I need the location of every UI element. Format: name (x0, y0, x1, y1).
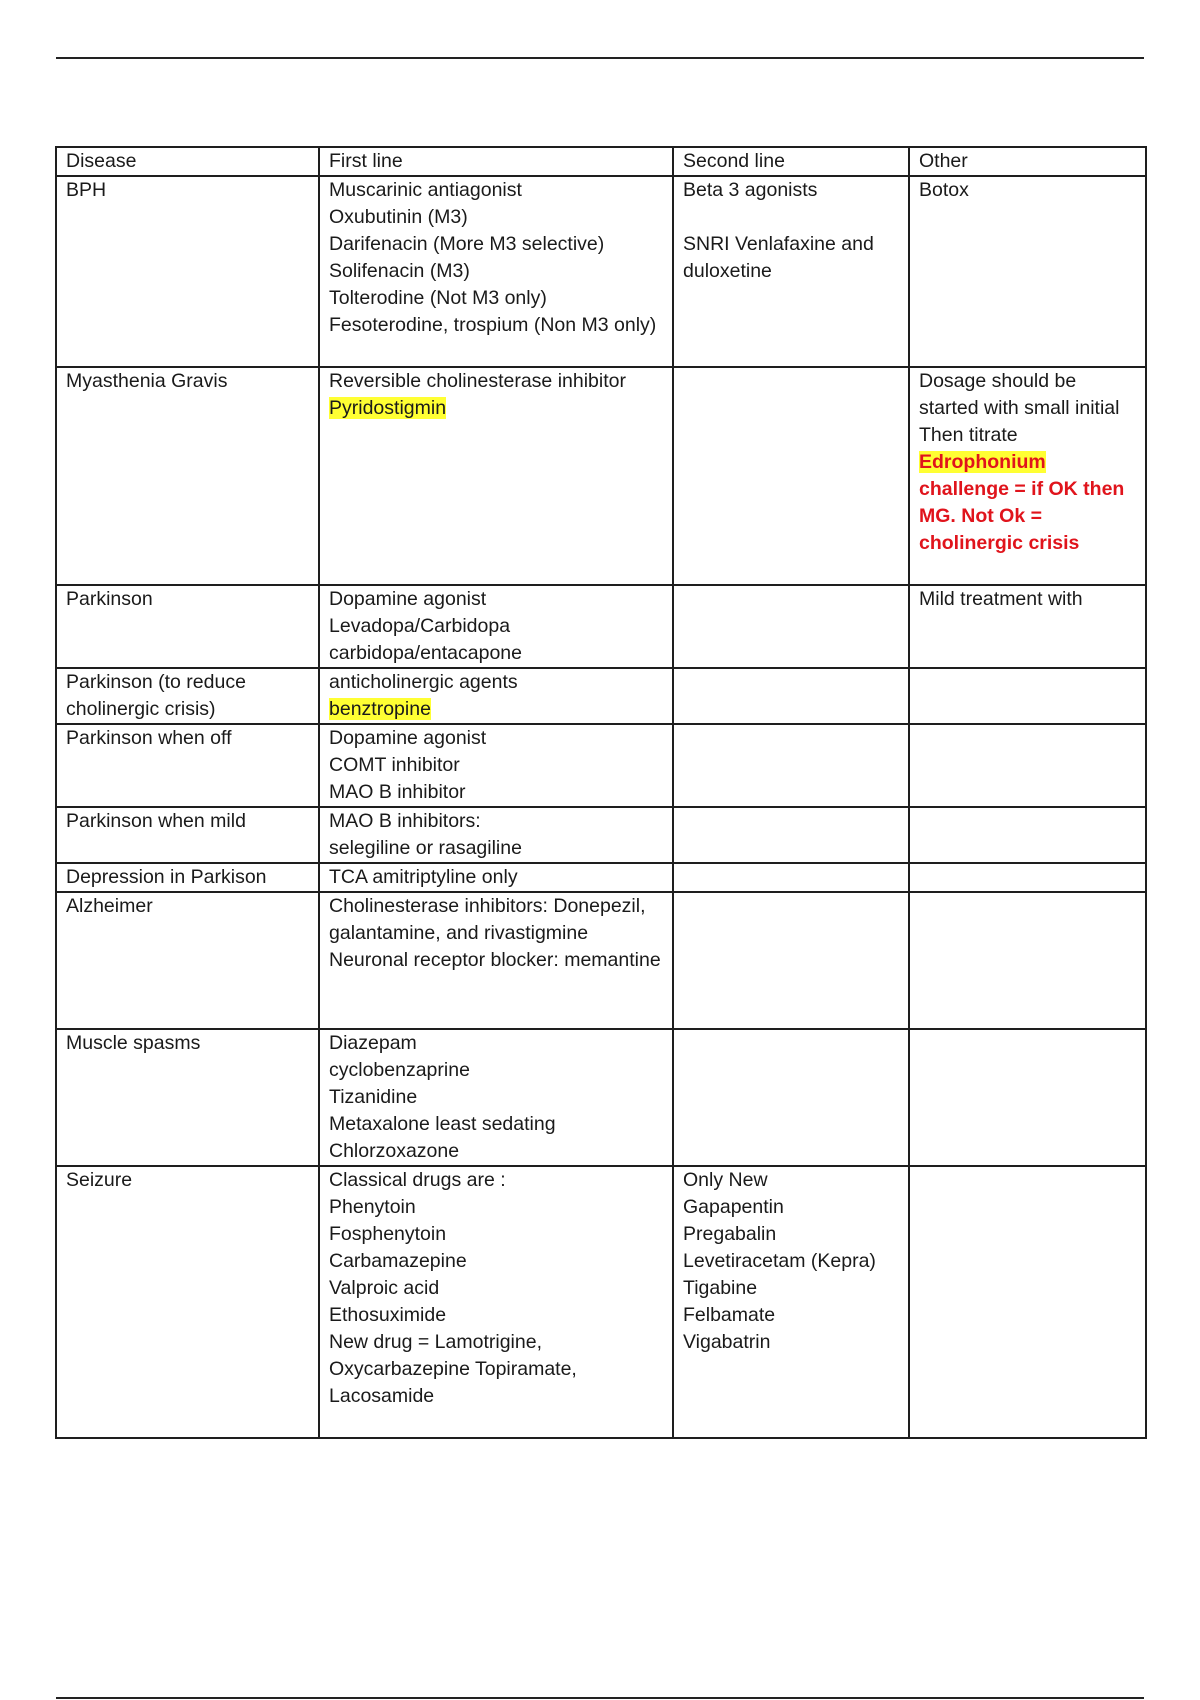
second-line-cell (673, 367, 909, 585)
table-row (56, 807, 1146, 863)
table-row (56, 367, 1146, 585)
disease-cell: BPH (56, 176, 319, 367)
other-cell (909, 1166, 1146, 1438)
highlighted-drug: Pyridostigmin (329, 397, 447, 419)
disease-cell: Parkinson when mild (56, 807, 319, 863)
disease-cell: Alzheimer (56, 892, 319, 1029)
other-cell: Mild treatment with (909, 585, 1146, 668)
table-row (56, 585, 1146, 668)
header-rule (56, 57, 1144, 59)
emphasis-note: challenge = if OK then MG. Not Ok = cholinergic crisis (919, 478, 1125, 554)
second-line-cell (673, 1029, 909, 1166)
second-line-cell (673, 863, 909, 892)
disease-cell: Seizure (56, 1166, 319, 1438)
other-cell: Dosage should be started with small initial Then titrate Edrophonium challenge = if OK then MG. Not Ok = cholinergic crisis (909, 367, 1146, 585)
table-header-row (56, 147, 1146, 176)
first-line-cell: Muscarinic antiagonist Oxubutinin (M3) Darifenacin (More M3 selective) Solifenacin (M3) Tolterodine (Not M3 only) Fesoterodine, trospium (Non M3 only) (319, 176, 673, 367)
disease-cell: Parkinson (56, 585, 319, 668)
header-first-line: First line (319, 147, 673, 176)
disease-cell: Myasthenia Gravis (56, 367, 319, 585)
table-row (56, 668, 1146, 724)
footer-rule (56, 1697, 1144, 1699)
second-line-cell (673, 668, 909, 724)
drug-table (55, 146, 1147, 1439)
second-line-cell: Beta 3 agonists SNRI Venlafaxine and duloxetine (673, 176, 909, 367)
highlighted-drug: benztropine (329, 698, 431, 720)
second-line-cell (673, 807, 909, 863)
second-line-cell (673, 585, 909, 668)
second-line-cell: Only New Gapapentin Pregabalin Levetiracetam (Kepra) Tigabine Felbamate Vigabatrin (673, 1166, 909, 1438)
other-cell (909, 724, 1146, 807)
first-line-cell: TCA amitriptyline only (319, 863, 673, 892)
other-cell (909, 1029, 1146, 1166)
disease-cell: Parkinson (to reduce cholinergic crisis) (56, 668, 319, 724)
table-row (56, 863, 1146, 892)
header-disease: Disease (56, 147, 319, 176)
other-cell (909, 807, 1146, 863)
header-other: Other (909, 147, 1146, 176)
disease-cell: Depression in Parkison (56, 863, 319, 892)
disease-cell: Parkinson when off (56, 724, 319, 807)
disease-cell: Muscle spasms (56, 1029, 319, 1166)
table-row (56, 892, 1146, 1029)
first-line-cell: MAO B inhibitors: selegiline or rasagiline (319, 807, 673, 863)
highlighted-test: Edrophonium (919, 451, 1046, 473)
other-cell: Botox (909, 176, 1146, 367)
first-line-cell: Dopamine agonist COMT inhibitor MAO B inhibitor (319, 724, 673, 807)
first-line-cell: Reversible cholinesterase inhibitor Pyridostigmin (319, 367, 673, 585)
table-row (56, 176, 1146, 367)
second-line-cell (673, 724, 909, 807)
first-line-cell: Dopamine agonist Levadopa/Carbidopa carbidopa/entacapone (319, 585, 673, 668)
first-line-cell: anticholinergic agents benztropine (319, 668, 673, 724)
header-second-line: Second line (673, 147, 909, 176)
table-row (56, 724, 1146, 807)
first-line-cell: Classical drugs are : Phenytoin Fosphenytoin Carbamazepine Valproic acid Ethosuximide New drug = Lamotrigine, Oxycarbazepine Topiramate, Lacosamide (319, 1166, 673, 1438)
table-row (56, 1029, 1146, 1166)
second-line-cell (673, 892, 909, 1029)
other-cell (909, 863, 1146, 892)
first-line-cell: Cholinesterase inhibitors: Donepezil, galantamine, and rivastigmine Neuronal receptor blocker: memantine (319, 892, 673, 1029)
table-row (56, 1166, 1146, 1438)
other-cell (909, 892, 1146, 1029)
first-line-cell: Diazepam cyclobenzaprine Tizanidine Metaxalone least sedating Chlorzoxazone (319, 1029, 673, 1166)
other-cell (909, 668, 1146, 724)
